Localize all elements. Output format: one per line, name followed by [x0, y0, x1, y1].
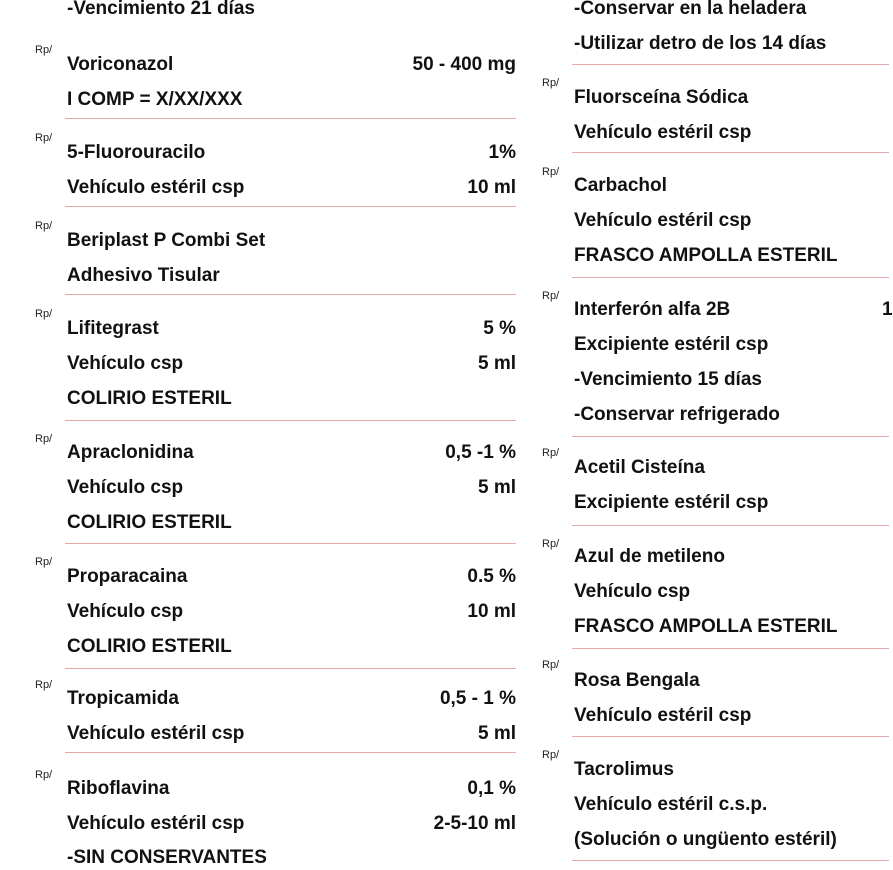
ingredient-detail: -Vencimiento 15 días	[574, 369, 762, 390]
ingredient-name: 5-Fluorouracilo	[67, 142, 206, 163]
ingredient-detail: COLIRIO ESTERIL	[67, 512, 232, 533]
ingredient-name: Beriplast P Combi Set	[67, 230, 266, 251]
separator-line	[572, 860, 889, 861]
separator-line	[572, 736, 889, 737]
rp-mark: Rp/	[542, 749, 560, 761]
ingredient-quantity: 5 %	[483, 318, 516, 339]
rp-mark: Rp/	[35, 769, 53, 781]
left-top-line: -Vencimiento 21 días	[67, 0, 255, 19]
ingredient-quantity: 10 ml	[467, 177, 516, 198]
rp-mark: Rp/	[542, 77, 560, 89]
ingredient-name: Acetil Cisteína	[574, 457, 705, 478]
ingredient-detail: Vehículo estéril csp	[574, 122, 752, 143]
rp-mark: Rp/	[542, 447, 560, 459]
rp-mark: Rp/	[542, 659, 560, 671]
separator-line	[572, 64, 889, 65]
ingredient-quantity: 0,5 - 1 %	[439, 688, 516, 709]
ingredient-detail: COLIRIO ESTERIL	[67, 388, 232, 409]
ingredient-name: Apraclonidina	[67, 442, 194, 463]
separator-line	[65, 752, 516, 753]
ingredient-detail: FRASCO AMPOLLA ESTERIL	[574, 616, 838, 637]
separator-line	[65, 206, 516, 207]
ingredient-detail: Vehículo estéril csp	[574, 705, 752, 726]
ingredient-name: Tacrolimus	[574, 759, 674, 780]
ingredient-name: Proparacaina	[67, 566, 188, 587]
ingredient-detail: -SIN CONSERVANTES	[67, 847, 267, 868]
separator-line	[65, 543, 516, 544]
separator-line	[572, 436, 889, 437]
rp-mark: Rp/	[542, 166, 560, 178]
rp-mark: Rp/	[35, 132, 53, 144]
ingredient-name: Fluorsceína Sódica	[574, 87, 749, 108]
ingredient-quantity: 0,1 %	[467, 778, 516, 799]
rp-mark: Rp/	[35, 556, 53, 568]
ingredient-detail: Vehículo csp	[67, 601, 184, 622]
ingredient-name: Rosa Bengala	[574, 670, 700, 691]
ingredient-quantity: 5 ml	[477, 353, 516, 374]
ingredient-name: Riboflavina	[67, 778, 170, 799]
right-top-line-0: -Conservar en la heladera	[574, 0, 807, 19]
rp-mark: Rp/	[35, 679, 53, 691]
ingredient-detail: Vehículo estéril csp	[67, 813, 245, 834]
ingredient-detail: I COMP = X/XX/XXX	[67, 89, 243, 110]
ingredient-name: Azul de metileno	[574, 546, 725, 567]
ingredient-quantity: 50 - 400 mg	[412, 54, 516, 75]
right-top-line-1: -Utilizar detro de los 14 días	[574, 33, 827, 54]
ingredient-detail: Excipiente estéril csp	[574, 492, 769, 513]
ingredient-detail: Vehículo estéril csp	[67, 723, 245, 744]
ingredient-name: Interferón alfa 2B	[574, 299, 731, 320]
separator-line	[572, 525, 889, 526]
rp-mark: Rp/	[542, 538, 560, 550]
ingredient-quantity: 1%	[488, 142, 516, 163]
separator-line	[65, 118, 516, 119]
ingredient-detail: (Solución o ungüento estéril)	[574, 829, 837, 850]
ingredient-quantity: 5 ml	[477, 477, 516, 498]
ingredient-detail: Excipiente estéril csp	[574, 334, 769, 355]
rp-mark: Rp/	[35, 220, 53, 232]
separator-line	[572, 277, 889, 278]
separator-line	[572, 648, 889, 649]
ingredient-detail: Vehículo estéril csp	[574, 210, 752, 231]
ingredient-detail: Adhesivo Tisular	[67, 265, 220, 286]
ingredient-quantity: 0,5 -1 %	[445, 442, 516, 463]
ingredient-quantity: 5 ml	[477, 723, 516, 744]
ingredient-detail: -Conservar refrigerado	[574, 404, 780, 425]
rp-mark: Rp/	[35, 433, 53, 445]
ingredient-quantity: 10 ml	[467, 601, 516, 622]
rp-mark: Rp/	[542, 290, 560, 302]
separator-line	[65, 668, 516, 669]
ingredient-detail: FRASCO AMPOLLA ESTERIL	[574, 245, 838, 266]
ingredient-name: Lifitegrast	[67, 318, 159, 339]
ingredient-detail: Vehículo estéril csp	[67, 177, 245, 198]
separator-line	[572, 152, 889, 153]
ingredient-quantity: 2-5-10 ml	[433, 813, 516, 834]
ingredient-detail: COLIRIO ESTERIL	[67, 636, 232, 657]
ingredient-detail: Vehículo csp	[574, 581, 691, 602]
ingredient-name: Voriconazol	[67, 54, 174, 75]
ingredient-detail: Vehículo csp	[67, 477, 184, 498]
ingredient-quantity: 0.5 %	[467, 566, 516, 587]
rp-mark: Rp/	[35, 44, 53, 56]
ingredient-name: Carbachol	[574, 175, 667, 196]
ingredient-name: Tropicamida	[67, 688, 179, 709]
separator-line	[65, 420, 516, 421]
separator-line	[65, 294, 516, 295]
rp-mark: Rp/	[35, 308, 53, 320]
ingredient-detail: Vehículo estéril c.s.p.	[574, 794, 768, 815]
ingredient-detail: Vehículo csp	[67, 353, 184, 374]
ingredient-quantity: 1	[882, 299, 893, 320]
